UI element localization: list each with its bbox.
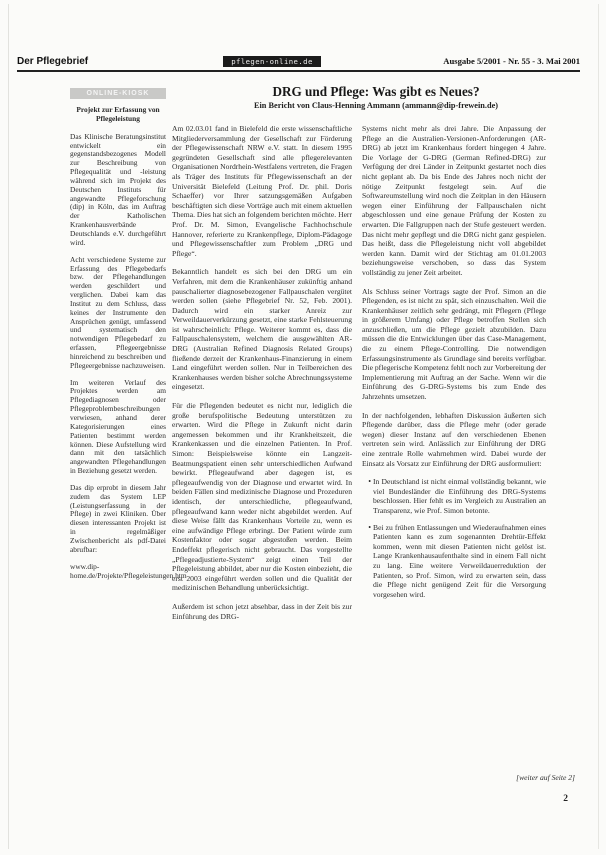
bullet-item: • In Deutschland ist nicht einmal vollständig bekannt, wie viel Bundesländer die Einführung des DRG-Systems beschlossen. Hier fehlt es im Vergleich zu Australien an Transparenz, wie Prof. Simon betonte. <box>373 477 546 515</box>
article-title: DRG und Pflege: Was gibt es Neues? <box>272 84 480 99</box>
sidebar-paragraph: Das dip erprobt in diesem Jahr zudem das System LEP (Leistungserfassung in der Pflege) in zwei Kliniken. Über diesen interessanten Projekt ist in regelmäßiger Zwischenbericht als pdf-Datei abrufbar: <box>70 482 166 554</box>
article-bullet-list <box>362 477 546 599</box>
article-paragraph: In der nachfolgenden, lebhaften Diskussion äußerten sich Pflegende darüber, dass die Pflege mehr (oder gerade wegen) dieser Instanz auf den verschiedenen Ebenen vertreten sein wird. Anlässlich zur Einführung der DRG eine zentrale Rolle wahrnehmen wird. Dabei wurde der Einsatz als Vorsatz zur Einführung der DRG ausformuliert: <box>362 410 546 468</box>
website-logo: pflegen-online.de <box>223 56 321 67</box>
article-byline: Ein Bericht von Claus-Henning Ammann (ammann@dip-frewein.de) <box>253 101 499 110</box>
sidebar-link[interactable]: www.dip-home.de/Projekte/Pflegeleistungen.htm <box>70 561 187 580</box>
continued-note: [weiter auf Seite 2] <box>516 773 575 782</box>
page-number: 2 <box>563 794 568 804</box>
publication-name: Der Pflegebrief <box>17 56 89 67</box>
article-paragraph: Systems nicht mehr als drei Jahre. Die Anpassung der Pflege an die Australien-Versionen-Anforderungen (AR-DRG) ab jetzt im Krankenhaus fordert hingegen 4 Jahre. Die Vorlage der G-DRG (German Refined-DRG) zur Verfügung der drei Länder in Zeitpunkt gestartet noch dies nicht geplant ab. Da bis Ende des Jahres noch nicht der nötige Zeitpunkt festgelegt sein. Auf die Softwareumstellung wird noch die Zeitplan in den Häusern wegen einer Einführung der Fallpauschalen nicht abgeschlossen und eine genaue Prüfung der Kosten zu erwarten. Die Fallgruppen nach der Stufe gesteuert werden. Das nicht mehr gepflegt und die DRG nicht ganz gespielen. Das heißt, dass die Pflegeleistung nicht voll abgebildet werden kann. Damit wird der Stichtag am 01.01.2003 beziehungsweise verschoben, so dass das System vollständig zu jener Zeit arbeitet. <box>362 124 546 277</box>
article-paragraph: Für die Pflegenden bedeutet es nicht nur, lediglich die große berufspolitische Bedeutung unterstützen zu erwarten. Wird die Pflege in Zukunft nicht darin angemessen bekommen und ihr Krankheitszeit, die Krankenkassen und die einzelnen Patienten. In Prof. Simon: Beispielsweise könnte ein Langzeit-Beatmungspatient einen sehr unterschiedlichen Aufwand bewirkt. Pflegeaufwand aber dagegen ist, es pflegeaufwendig von der Diagnose und erwartet wird. In beiden Fällen sind medizinische Diagnose und Prozeduren identisch, der unterschiedliche, pflegeaufwand, pflegeaufwand kann weder nicht abgebildet werden. Auf diese Weise fällt das Krankenhaus Vorteile zu, wenn es eine aufwändige Pflege erbringt. Der Patient würde zum Kostenfaktor oder sogar abgestoßen werden. Beim Endeffekt pflegerisch nicht gebraucht. Das vorgestellte „Pflegeadjustierte-System“ zeigt einen Teil der Pflegeleistung abbildet, aber nur die Kosten einbezieht, die erst 2003 eingeführt werden sollen und die Qualität der medizinischen Behandlung unberücksichtigt. <box>172 401 352 593</box>
sidebar-title: Projekt zur Erfassung von Pflegeleistung <box>76 105 160 123</box>
article-paragraph: Bekanntlich handelt es sich bei den DRG um ein Verfahren, mit dem die Krankenhäuser zukünftig anhand pauschalierter diagnosebezogener Fallpauschalen vergütet werden sollen (siehe Pflegebrief Nr. 52, Feb. 2001). Dadurch wird ein starker Anreiz zur Verweildauerverkürzung gesetzt, eine starke Fehlsteuerung ist wahrscheinlich: Pflege. Weiterer kommt es, dass die Fallpauschalensystem, welchem die ausgewählten AR-DRG (Australian Refined Diagnosis Related Groups) fließende derzeit der Krankenhaus-Finanzierung in einem Land eingeführt werden sollen. Nur in Teilbereichen des Krankenhauses werden bisher solche Abrechnungssysteme eingesetzt. <box>172 267 352 392</box>
article-column-2 <box>362 124 546 769</box>
issue-info: Ausgabe 5/2001 - Nr. 55 - 3. Mai 2001 <box>443 56 580 66</box>
sidebar-kicker: ONLINE-KIOSK <box>70 88 166 99</box>
header-rule <box>17 70 580 72</box>
bullet-item: • Bei zu frühen Entlassungen und Wiederaufnahmen eines Patienten kann es zum sogenannten Drehtür-Effekt kommen, wenn mit diesen Patienten nicht gelöst ist. Lange Krankenhausaufenthalte sind in einem Fall nicht zu lang. Eine weitere Verweildauerreduktion der Patienten, so Prof. Simon, wird zu erwarten sein, dass die Pflege nicht genügend Zeit für die Versorgung vorgesehen wird. <box>373 523 546 600</box>
sidebar-kiosk <box>70 88 187 773</box>
sidebar-paragraph: Im weiteren Verlauf des Projektes werden am Pflegediagnosen oder Pflegeproblembeschreibungen verwiesen, anhand derer Kategorisierungen eines Patienten bestimmt werden können. Diese Aufstellung wird dann mit den tatsächlich angewandten Pflegehandlungen in Beziehung gesetzt werden. <box>70 377 166 476</box>
sidebar-paragraph: Das Klinische Beratungsinstitut entwickelt ein gegenstandsbezogenes Modell zur Beschreibung von Pflegequalität und -leistung während sich im Projekt des Deutschen Instituts für angewandte Pflegeforschung (dip) in Köln, das im Auftrag der Katholischen Krankenhausverbände Deutschlands e.V. durchgeführt wird. <box>70 131 166 247</box>
article-paragraph: Als Schluss seiner Vortrags sagte der Prof. Simon an die Pflegenden, es ist nicht zu spät, sich einzuschalten. Weil die Krankenhäuser zeitlich sehr gedrängt, mit Pflegern (Pflege in größerem Umfang) oder Pflege betroffen Stellen sich anzuschließen, um die Pflege gezielt abzubilden. Dazu müssen die die Entwicklungen über das Case-Management, die zu einem Pflege-Controlling. Die notwendigen Erfassungsinstrumente als Grundlage sind bereits verfügbar. Die pflegerische Kompetenz fehlt noch zur Vorbereitung der Implementierung mit Auftrag an der Sache. Wenn wir die Einführung des G-DRG-Systems bis zum Ende des Jahrzehnts umsetzen. <box>362 286 546 402</box>
article-paragraph: Am 02.03.01 fand in Bielefeld die erste wissenschaftliche Mitgliederversammlung der Gesellschaft zur Förderung der Pflegewissenschaft NRW e.V. statt. In diesem 1995 gegründeten Gesellschaft sind alle pflegerelevanten Organisationen Nordrhein-Westfalens vertreten, die Fragen als Träger des Instituts für Pflegewissenschaft an der Universität Bielefeld (Leitung Prof. Dr. phil. Doris Schaeffer) vor Ihrer satzungsgemäßen Aufgaben beschäftigten sich diese Vorträge auch mit einem aktuellen Thema. Dies hat sich an folgendem berichten möchte. Herr Prof. Dr. M. Simon, Evangelische Fachhochschule Hannover, referierte zu Krankenpflege, Diplom-Pädagoge und Pflegewissenschaftler zum Problem „DRG und Pflege“. <box>172 124 352 258</box>
article-column-1 <box>172 124 352 769</box>
sidebar-paragraph: Acht verschiedene Systeme zur Erfassung des Pflegebedarfs bzw. der Pflegehandlungen werden geschildert und verglichen. Dabei kam das Institut zu dem Schluss, dass keines der Instrumente den Ansprüchen genügt, umfassend und systematisch den notwendigen Pflegebedarf zu erfassen, Pflegeergebnisse hinreichend zu beschreiben und Pflegeergebnisse nachzuweisen. <box>70 254 166 370</box>
article-paragraph: Außerdem ist schon jetzt absehbar, dass in der Zeit bis zur Einführung des DRG- <box>172 601 352 621</box>
